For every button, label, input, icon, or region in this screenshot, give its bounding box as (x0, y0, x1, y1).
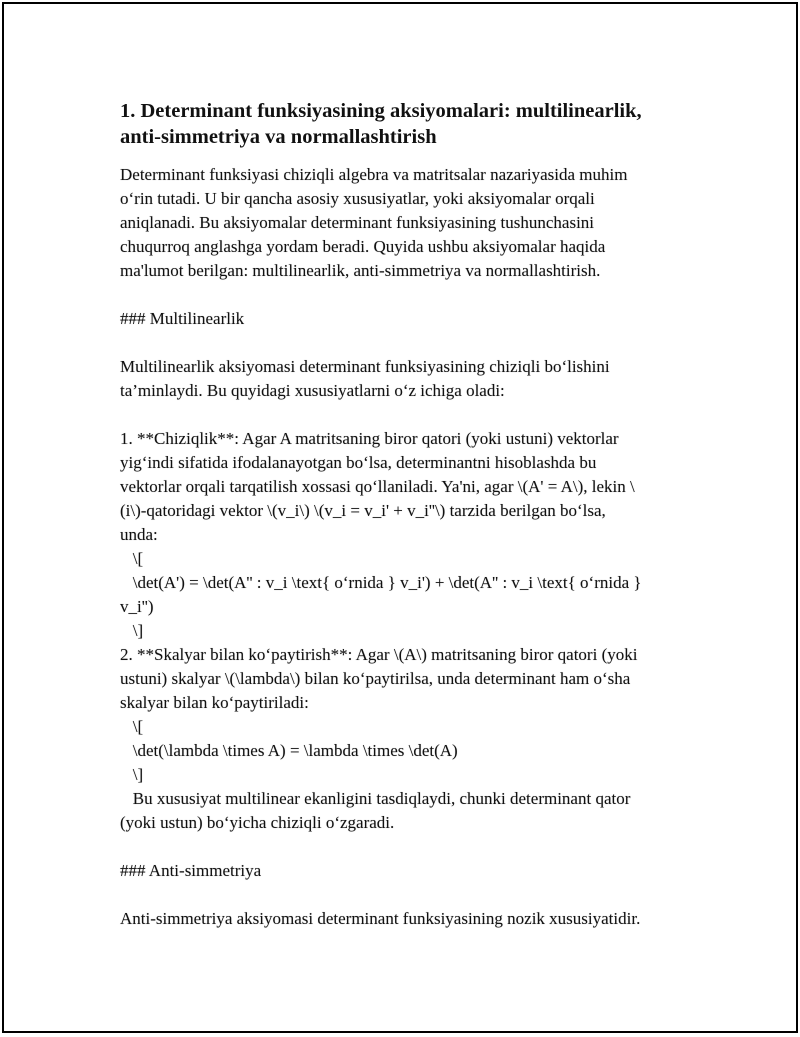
formula-line: \[ (120, 549, 144, 568)
page-title (120, 98, 695, 150)
formula-line: \det(A') = \det(A'' : v_i \text{ o‘rnida } v_i') + \det(A'' : v_i \text{ o‘rnida } (120, 573, 642, 592)
text-line: unda: (120, 525, 158, 544)
text-line: ma'lumot berilgan: multilinearlik, anti-simmetriya va normallashtirish. (120, 261, 601, 280)
text-line: aniqlanadi. Bu aksiyomalar determinant funksiyasining tushunchasini (120, 213, 595, 232)
text-line: Anti-simmetriya aksiyomasi determinant funksiyasining nozik xususiyatidir. (120, 909, 641, 928)
title-line: 1. Determinant funksiyasining aksiyomalari: multilinearlik, (120, 100, 642, 122)
text-line: vektorlar orqali tarqatilish xossasi qo‘llaniladi. Ya'ni, agar \(A' = A\), lekin \ (120, 477, 635, 496)
document-body (120, 163, 695, 931)
text-line: yig‘indi sifatida ifodalanayotgan bo‘lsa, determinantni hisoblashda bu (120, 453, 597, 472)
text-line: Bu xususiyat multilinear ekanligini tasdiqlaydi, chunki determinant qator (120, 789, 631, 808)
text-line: o‘rin tutadi. U bir qancha asosiy xususiyatlar, yoki aksiyomalar orqali (120, 189, 595, 208)
formula-line: \] (120, 765, 144, 784)
section-heading: ### Anti-simmetriya (120, 861, 262, 880)
blank-line (120, 835, 695, 859)
document-content (120, 98, 695, 931)
formula-line: v_i'') (120, 597, 154, 616)
text-line: skalyar bilan ko‘paytiriladi: (120, 693, 309, 712)
text-line: Determinant funksiyasi chiziqli algebra va matritsalar nazariyasida muhim (120, 165, 628, 184)
title-line: anti-simmetriya va normallashtirish (120, 126, 437, 148)
formula-line: \det(\lambda \times A) = \lambda \times \det(A) (120, 741, 458, 760)
text-line: (yoki ustun) bo‘yicha chiziqli o‘zgaradi. (120, 813, 395, 832)
document-page (2, 2, 798, 1033)
text-line: Multilinearlik aksiyomasi determinant funksiyasining chiziqli bo‘lishini (120, 357, 610, 376)
formula-line: \[ (120, 717, 144, 736)
blank-line (120, 403, 695, 427)
formula-line: \] (120, 621, 144, 640)
text-line: (i\)-qatoridagi vektor \(v_i\) \(v_i = v_i' + v_i''\) tarzida berilgan bo‘lsa, (120, 501, 606, 520)
text-line: ustuni) skalyar \(\lambda\) bilan ko‘paytirilsa, unda determinant ham o‘sha (120, 669, 631, 688)
blank-line (120, 283, 695, 307)
blank-line (120, 331, 695, 355)
text-line: ta’minlaydi. Bu quyidagi xususiyatlarni o‘z ichiga oladi: (120, 381, 505, 400)
text-line: chuqurroq anglashga yordam beradi. Quyida ushbu aksiyomalar haqida (120, 237, 606, 256)
blank-line (120, 883, 695, 907)
text-line: 2. **Skalyar bilan ko‘paytirish**: Agar \(A\) matritsaning biror qatori (yoki (120, 645, 638, 664)
text-line: 1. **Chiziqlik**: Agar A matritsaning biror qatori (yoki ustuni) vektorlar (120, 429, 619, 448)
section-heading: ### Multilinearlik (120, 309, 245, 328)
